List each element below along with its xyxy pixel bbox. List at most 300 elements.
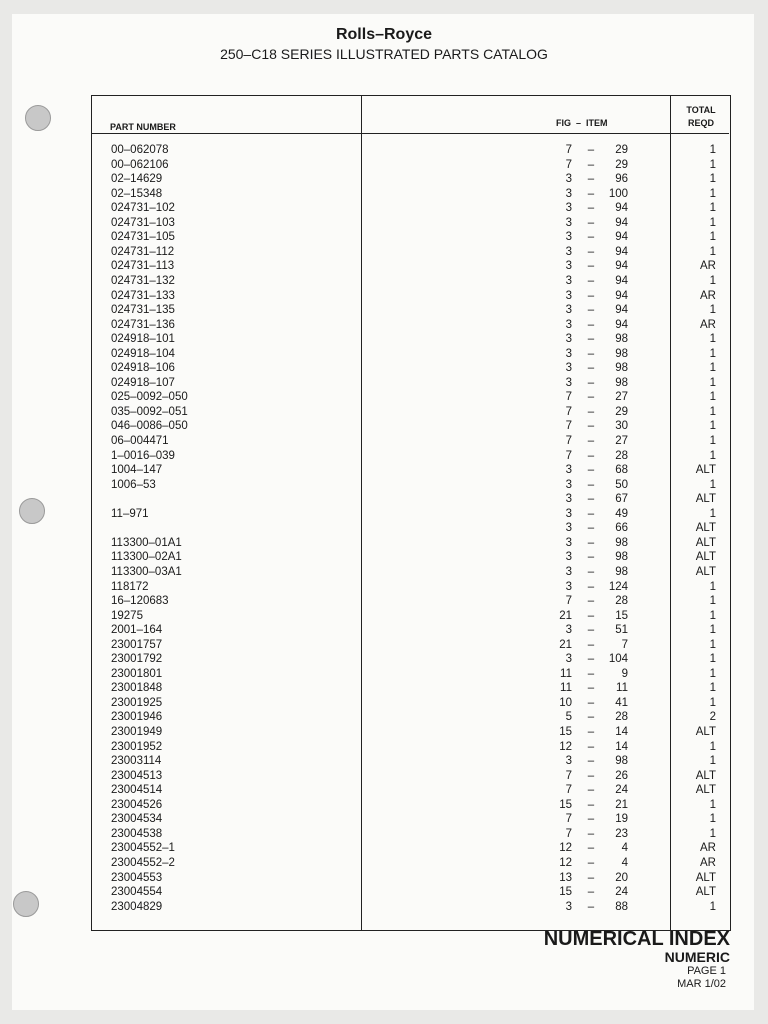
item-cell: 14 bbox=[615, 726, 628, 738]
item-cell: 51 bbox=[615, 624, 628, 637]
fig-cell: 7 bbox=[565, 405, 572, 418]
item-cell: 41 bbox=[615, 696, 628, 709]
fig-item-header: FIG – ITEM bbox=[556, 118, 608, 128]
fig-item-separator: – bbox=[587, 682, 595, 695]
reqd-cell: ALT bbox=[695, 522, 716, 535]
reqd-cell: 1 bbox=[709, 740, 716, 753]
fig-item-separator: – bbox=[587, 478, 595, 491]
reqd-cell: 1 bbox=[709, 609, 716, 622]
reqd-cell: ALT bbox=[695, 551, 716, 564]
item-cell: 29 bbox=[615, 405, 628, 418]
fig-item-separator: – bbox=[587, 798, 595, 811]
fig-item-separator: – bbox=[587, 274, 595, 287]
table-row bbox=[0, 507, 768, 521]
item-cell: 9 bbox=[621, 667, 628, 680]
reqd-cell: ALT bbox=[695, 536, 716, 549]
reqd-cell: 1 bbox=[709, 667, 716, 680]
fig-cell: 7 bbox=[565, 813, 572, 826]
part-number-cell: 024731–112 bbox=[111, 245, 175, 258]
fig-cell: 3 bbox=[565, 580, 572, 593]
fig-item-separator: – bbox=[587, 696, 595, 709]
item-cell: 98 bbox=[615, 362, 628, 375]
fig-cell: 5 bbox=[565, 711, 572, 724]
part-number-cell: 16–120683 bbox=[111, 595, 169, 608]
fig-item-separator: – bbox=[587, 318, 595, 331]
reqd-cell: 1 bbox=[709, 347, 716, 360]
fig-item-separator: – bbox=[587, 231, 595, 244]
fig-cell: 3 bbox=[565, 464, 572, 477]
part-number-cell: 046–0086–050 bbox=[111, 420, 188, 433]
fig-item-separator: – bbox=[587, 580, 595, 593]
fig-item-separator: – bbox=[587, 507, 595, 520]
fig-cell: 7 bbox=[565, 827, 572, 840]
reqd-cell: AR bbox=[700, 856, 716, 869]
fig-cell: 7 bbox=[565, 391, 572, 404]
table-row bbox=[0, 143, 768, 157]
fig-item-separator: – bbox=[587, 624, 595, 637]
subsection-title: NUMERIC bbox=[664, 949, 730, 965]
table-row bbox=[0, 900, 768, 914]
part-number-cell: 23001848 bbox=[111, 682, 163, 695]
item-cell: 98 bbox=[615, 551, 628, 564]
table-row bbox=[0, 434, 768, 448]
reqd-cell: 1 bbox=[709, 216, 716, 229]
reqd-cell: 1 bbox=[709, 231, 716, 244]
part-number-cell: 23001946 bbox=[111, 711, 163, 724]
fig-cell: 11 bbox=[560, 682, 572, 695]
table-row bbox=[0, 856, 768, 870]
fig-item-separator: – bbox=[587, 144, 595, 156]
fig-item-separator: – bbox=[587, 347, 595, 360]
reqd-cell: 1 bbox=[709, 187, 716, 200]
part-number-cell: 1006–53 bbox=[111, 478, 156, 491]
fig-cell: 7 bbox=[565, 784, 572, 797]
item-cell: 28 bbox=[615, 449, 628, 462]
item-cell: 100 bbox=[608, 187, 628, 200]
item-cell: 94 bbox=[615, 202, 628, 215]
fig-cell: 3 bbox=[565, 347, 572, 360]
table-row bbox=[0, 609, 768, 623]
item-cell: 88 bbox=[615, 900, 628, 913]
part-number-cell: 024731–102 bbox=[111, 202, 175, 215]
part-number-cell: 024731–113 bbox=[111, 260, 175, 273]
fig-cell: 3 bbox=[565, 536, 572, 549]
fig-item-separator: – bbox=[587, 784, 595, 797]
fig-item-separator: – bbox=[587, 216, 595, 229]
reqd-cell: 1 bbox=[709, 420, 716, 433]
item-cell: 67 bbox=[615, 493, 628, 506]
fig-cell: 3 bbox=[565, 202, 572, 215]
fig-item-separator: – bbox=[587, 158, 595, 171]
part-number-cell: 113300–03A1 bbox=[111, 565, 182, 578]
item-cell: 29 bbox=[615, 158, 628, 171]
table-row bbox=[0, 405, 768, 419]
fig-cell: 7 bbox=[565, 449, 572, 462]
reqd-cell: 1 bbox=[709, 696, 716, 709]
fig-cell: 15 bbox=[559, 886, 572, 899]
part-number-cell: 118172 bbox=[111, 580, 149, 593]
fig-cell: 3 bbox=[565, 304, 572, 317]
table-row bbox=[0, 419, 768, 433]
fig-item-separator: – bbox=[587, 711, 595, 724]
fig-item-separator: – bbox=[587, 755, 595, 768]
table-row bbox=[0, 536, 768, 550]
part-number-cell: 23004538 bbox=[111, 827, 163, 840]
fig-item-separator: – bbox=[587, 900, 595, 913]
fig-item-separator: – bbox=[587, 362, 595, 375]
fig-item-separator: – bbox=[587, 886, 595, 899]
fig-item-separator: – bbox=[587, 333, 595, 346]
table-row bbox=[0, 565, 768, 579]
table-row bbox=[0, 871, 768, 885]
fig-item-separator: – bbox=[587, 827, 595, 840]
reqd-cell: 1 bbox=[709, 813, 716, 826]
part-number-cell: 024918–106 bbox=[111, 362, 175, 375]
table-row bbox=[0, 376, 768, 390]
table-row bbox=[0, 478, 768, 492]
table-row bbox=[0, 158, 768, 172]
fig-item-separator: – bbox=[587, 609, 595, 622]
table-row bbox=[0, 783, 768, 797]
item-cell: 30 bbox=[615, 420, 628, 433]
part-number-cell: 035–0092–051 bbox=[111, 405, 188, 418]
item-cell: 98 bbox=[615, 333, 628, 346]
fig-item-separator: – bbox=[587, 464, 595, 477]
fig-cell: 21 bbox=[559, 638, 572, 651]
item-cell: 4 bbox=[621, 856, 628, 869]
part-number-cell: 024731–132 bbox=[111, 274, 175, 287]
item-cell: 29 bbox=[615, 144, 628, 156]
fig-item-separator: – bbox=[587, 638, 595, 651]
fig-cell: 3 bbox=[565, 507, 572, 520]
item-cell: 94 bbox=[615, 231, 628, 244]
page-number: PAGE 1 bbox=[687, 965, 726, 977]
reqd-cell: ALT bbox=[695, 464, 716, 477]
fig-item-separator: – bbox=[587, 536, 595, 549]
item-cell: 94 bbox=[615, 318, 628, 331]
table-row bbox=[0, 652, 768, 666]
part-number-cell: 23001949 bbox=[111, 726, 163, 738]
part-number-cell: 23001757 bbox=[111, 638, 163, 651]
item-cell: 27 bbox=[615, 435, 628, 447]
table-row bbox=[0, 289, 768, 303]
table-row bbox=[0, 812, 768, 826]
reqd-cell: 1 bbox=[709, 391, 716, 404]
fig-item-separator: – bbox=[587, 871, 595, 884]
reqd-cell: 1 bbox=[709, 682, 716, 695]
item-cell: 94 bbox=[615, 304, 628, 317]
fig-item-separator: – bbox=[587, 376, 595, 389]
part-number-cell: 19275 bbox=[111, 609, 143, 622]
table-row bbox=[0, 550, 768, 564]
table-row bbox=[0, 187, 768, 201]
table-row bbox=[0, 332, 768, 346]
fig-cell: 3 bbox=[565, 260, 572, 273]
fig-cell: 3 bbox=[565, 333, 572, 346]
fig-cell: 10 bbox=[559, 696, 572, 709]
table-row bbox=[0, 681, 768, 695]
part-number-cell: 02–15348 bbox=[111, 187, 163, 200]
part-number-cell: 02–14629 bbox=[111, 173, 163, 186]
fig-cell: 21 bbox=[559, 609, 572, 622]
table-row bbox=[0, 638, 768, 652]
fig-cell: 3 bbox=[565, 216, 572, 229]
fig-cell: 11 bbox=[560, 667, 572, 680]
fig-item-separator: – bbox=[587, 289, 595, 302]
reqd-cell: 1 bbox=[709, 245, 716, 258]
item-cell: 50 bbox=[615, 478, 628, 491]
fig-cell: 13 bbox=[559, 871, 572, 884]
table-row bbox=[0, 594, 768, 608]
fig-cell: 3 bbox=[565, 362, 572, 375]
item-cell: 4 bbox=[621, 842, 628, 855]
fig-item-separator: – bbox=[587, 187, 595, 200]
reqd-cell: 1 bbox=[709, 653, 716, 666]
reqd-cell: 1 bbox=[709, 478, 716, 491]
table-row bbox=[0, 318, 768, 332]
part-number-cell: 23004513 bbox=[111, 769, 163, 782]
reqd-cell: 1 bbox=[709, 274, 716, 287]
table-row bbox=[0, 230, 768, 244]
fig-item-separator: – bbox=[587, 405, 595, 418]
reqd-cell: ALT bbox=[695, 784, 716, 797]
item-cell: 14 bbox=[615, 740, 628, 753]
table-row bbox=[0, 274, 768, 288]
item-cell: 15 bbox=[615, 609, 628, 622]
reqd-cell: AR bbox=[700, 289, 716, 302]
fig-cell: 3 bbox=[565, 173, 572, 186]
fig-item-separator: – bbox=[587, 420, 595, 433]
reqd-cell: 1 bbox=[709, 362, 716, 375]
item-cell: 98 bbox=[615, 755, 628, 768]
part-number-cell: 23004514 bbox=[111, 784, 163, 797]
header-divider bbox=[91, 133, 729, 134]
reqd-cell: 1 bbox=[709, 376, 716, 389]
table-row bbox=[0, 303, 768, 317]
part-number-cell: 23001925 bbox=[111, 696, 163, 709]
fig-item-separator: – bbox=[587, 740, 595, 753]
item-cell: 19 bbox=[615, 813, 628, 826]
part-number-cell: 113300–02A1 bbox=[111, 551, 182, 564]
reqd-cell: 1 bbox=[709, 144, 716, 156]
reqd-cell: 1 bbox=[709, 333, 716, 346]
fig-cell: 3 bbox=[565, 231, 572, 244]
fig-cell: 3 bbox=[565, 900, 572, 913]
item-cell: 28 bbox=[615, 711, 628, 724]
table-row bbox=[0, 245, 768, 259]
reqd-cell: ALT bbox=[695, 886, 716, 899]
fig-item-separator: – bbox=[587, 202, 595, 215]
item-cell: 21 bbox=[615, 798, 628, 811]
fig-item-separator: – bbox=[587, 173, 595, 186]
reqd-cell: ALT bbox=[695, 493, 716, 506]
item-cell: 94 bbox=[615, 289, 628, 302]
fig-item-separator: – bbox=[587, 595, 595, 608]
fig-item-separator: – bbox=[587, 522, 595, 535]
fig-item-separator: – bbox=[587, 813, 595, 826]
fig-item-separator: – bbox=[587, 653, 595, 666]
fig-cell: 3 bbox=[565, 624, 572, 637]
item-cell: 24 bbox=[615, 784, 628, 797]
table-row bbox=[0, 521, 768, 535]
part-number-cell: 23001792 bbox=[111, 653, 163, 666]
table-row bbox=[0, 725, 768, 739]
part-number-cell: 23004829 bbox=[111, 900, 163, 913]
reqd-cell: 1 bbox=[709, 755, 716, 768]
table-row bbox=[0, 463, 768, 477]
item-cell: 104 bbox=[608, 653, 628, 666]
fig-cell: 3 bbox=[565, 565, 572, 578]
section-title: NUMERICAL INDEX bbox=[543, 928, 730, 950]
reqd-cell: 2 bbox=[709, 711, 716, 724]
part-number-cell: 11–971 bbox=[111, 507, 149, 520]
item-cell: 96 bbox=[615, 173, 628, 186]
reqd-cell: 1 bbox=[709, 595, 716, 608]
fig-cell: 3 bbox=[565, 318, 572, 331]
table-row bbox=[0, 754, 768, 768]
part-number-cell: 23001801 bbox=[111, 667, 163, 680]
reqd-cell: AR bbox=[700, 842, 716, 855]
table-row bbox=[0, 667, 768, 681]
part-number-cell: 23004552–1 bbox=[111, 842, 175, 855]
item-cell: 94 bbox=[615, 245, 628, 258]
reqd-cell: 1 bbox=[709, 638, 716, 651]
reqd-cell: 1 bbox=[709, 435, 716, 447]
part-number-cell: 024731–105 bbox=[111, 231, 175, 244]
fig-cell: 15 bbox=[559, 798, 572, 811]
table-row bbox=[0, 449, 768, 463]
table-row bbox=[0, 885, 768, 899]
table-row bbox=[0, 710, 768, 724]
fig-item-separator: – bbox=[587, 551, 595, 564]
item-cell: 20 bbox=[615, 871, 628, 884]
fig-cell: 3 bbox=[565, 289, 572, 302]
table-row bbox=[0, 769, 768, 783]
table-row bbox=[0, 492, 768, 506]
fig-item-separator: – bbox=[587, 391, 595, 404]
part-number-cell: 1–0016–039 bbox=[111, 449, 175, 462]
item-cell: 124 bbox=[608, 580, 628, 593]
reqd-header: REQD bbox=[687, 118, 714, 128]
part-number-cell: 024731–135 bbox=[111, 304, 175, 317]
fig-item-separator: – bbox=[587, 493, 595, 506]
reqd-cell: 1 bbox=[709, 405, 716, 418]
fig-cell: 3 bbox=[565, 551, 572, 564]
reqd-cell: AR bbox=[700, 318, 716, 331]
reqd-cell: 1 bbox=[709, 507, 716, 520]
total-header: TOTAL bbox=[686, 105, 716, 115]
reqd-cell: 1 bbox=[709, 798, 716, 811]
part-number-cell: 23004552–2 bbox=[111, 856, 175, 869]
fig-cell: 7 bbox=[565, 144, 572, 156]
item-cell: 27 bbox=[615, 391, 628, 404]
table-row bbox=[0, 827, 768, 841]
table-row bbox=[0, 696, 768, 710]
fig-cell: 7 bbox=[565, 435, 572, 447]
reqd-cell: 1 bbox=[709, 173, 716, 186]
item-cell: 68 bbox=[615, 464, 628, 477]
fig-item-separator: – bbox=[587, 856, 595, 869]
part-number-cell: 024918–107 bbox=[111, 376, 175, 389]
reqd-cell: ALT bbox=[695, 726, 716, 738]
item-cell: 26 bbox=[615, 769, 628, 782]
item-cell: 98 bbox=[615, 536, 628, 549]
table-row bbox=[0, 798, 768, 812]
fig-item-separator: – bbox=[587, 726, 595, 738]
reqd-cell: 1 bbox=[709, 449, 716, 462]
reqd-cell: ALT bbox=[695, 565, 716, 578]
part-number-cell: 06–004471 bbox=[111, 435, 169, 447]
part-number-cell: 024918–101 bbox=[111, 333, 175, 346]
fig-item-separator: – bbox=[587, 260, 595, 273]
fig-cell: 7 bbox=[565, 158, 572, 171]
fig-cell: 3 bbox=[565, 653, 572, 666]
fig-cell: 12 bbox=[559, 856, 572, 869]
part-number-cell: 113300–01A1 bbox=[111, 536, 182, 549]
fig-item-separator: – bbox=[587, 667, 595, 680]
reqd-cell: 1 bbox=[709, 827, 716, 840]
item-cell: 28 bbox=[615, 595, 628, 608]
reqd-cell: 1 bbox=[709, 158, 716, 171]
table-row bbox=[0, 259, 768, 273]
table-row bbox=[0, 390, 768, 404]
reqd-cell: ALT bbox=[695, 871, 716, 884]
item-cell: 66 bbox=[615, 522, 628, 535]
part-number-cell: 23004534 bbox=[111, 813, 163, 826]
part-number-cell: 1004–147 bbox=[111, 464, 163, 477]
table-row bbox=[0, 623, 768, 637]
fig-item-separator: – bbox=[587, 245, 595, 258]
revision-date: MAR 1/02 bbox=[677, 978, 726, 990]
reqd-cell: 1 bbox=[709, 580, 716, 593]
fig-cell: 3 bbox=[565, 376, 572, 389]
fig-cell: 3 bbox=[565, 187, 572, 200]
fig-cell: 3 bbox=[565, 522, 572, 535]
part-number-cell: 00–062078 bbox=[111, 144, 169, 156]
fig-cell: 12 bbox=[559, 740, 572, 753]
item-cell: 23 bbox=[615, 827, 628, 840]
fig-cell: 12 bbox=[559, 842, 572, 855]
reqd-cell: 1 bbox=[709, 624, 716, 637]
fig-cell: 3 bbox=[565, 245, 572, 258]
reqd-cell: 1 bbox=[709, 900, 716, 913]
catalog-subtitle: 250–C18 SERIES ILLUSTRATED PARTS CATALOG bbox=[220, 46, 548, 62]
item-cell: 7 bbox=[621, 638, 628, 651]
table-row bbox=[0, 841, 768, 855]
item-cell: 94 bbox=[615, 274, 628, 287]
part-number-cell: 23004526 bbox=[111, 798, 163, 811]
binder-hole bbox=[25, 105, 51, 131]
fig-cell: 7 bbox=[565, 769, 572, 782]
reqd-cell: 1 bbox=[709, 202, 716, 215]
item-cell: 94 bbox=[615, 216, 628, 229]
table-row bbox=[0, 740, 768, 754]
fig-item-separator: – bbox=[587, 304, 595, 317]
table-row bbox=[0, 172, 768, 186]
fig-item-separator: – bbox=[587, 565, 595, 578]
table-row bbox=[0, 201, 768, 215]
item-cell: 98 bbox=[615, 347, 628, 360]
item-cell: 98 bbox=[615, 565, 628, 578]
fig-item-separator: – bbox=[587, 769, 595, 782]
part-number-cell: 23003114 bbox=[111, 755, 162, 768]
fig-cell: 3 bbox=[565, 755, 572, 768]
part-number-header: PART NUMBER bbox=[110, 122, 176, 132]
part-number-cell: 00–062106 bbox=[111, 158, 169, 171]
reqd-cell: ALT bbox=[695, 769, 716, 782]
item-cell: 94 bbox=[615, 260, 628, 273]
item-cell: 98 bbox=[615, 376, 628, 389]
